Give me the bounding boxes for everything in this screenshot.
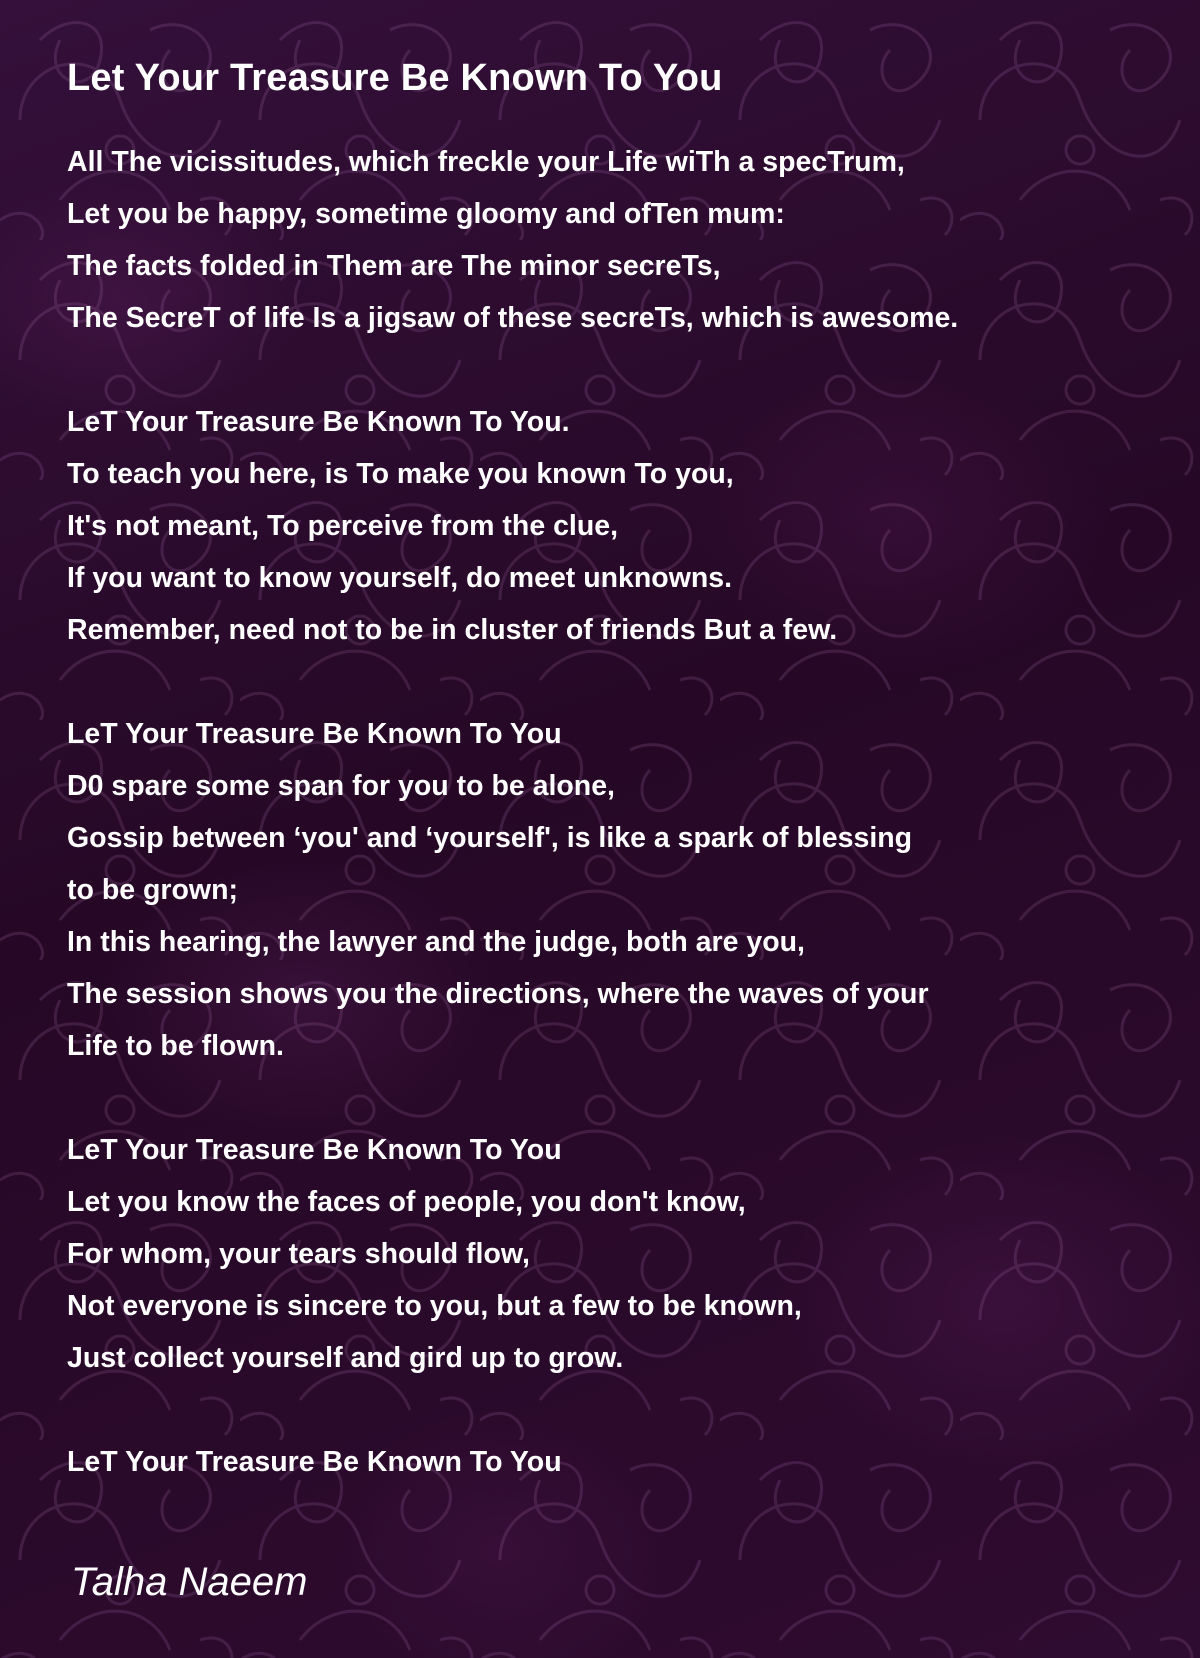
poem-line: In this hearing, the lawyer and the judge, both are you, xyxy=(67,926,805,958)
poem-line: If you want to know yourself, do meet unknowns. xyxy=(67,562,733,594)
poem-line: For whom, your tears should flow, xyxy=(67,1238,530,1270)
poem-line: Remember, need not to be in cluster of friends But a few. xyxy=(67,614,838,646)
poem-body xyxy=(67,136,1177,1488)
stanza-3 xyxy=(67,708,1177,1072)
poem-line: The session shows you the directions, where the waves of your xyxy=(67,978,929,1010)
poem-line: To teach you here, is To make you known To you, xyxy=(67,458,734,490)
poem-line: The facts folded in Them are The minor secreTs, xyxy=(67,250,721,282)
poem-title: Let Your Treasure Be Known To You xyxy=(67,57,723,99)
poem-line: LeT Your Treasure Be Known To You xyxy=(67,1446,562,1478)
poem-line: Gossip between ‘you' and ‘yourself', is like a spark of blessing xyxy=(67,822,913,854)
poem-line: LeT Your Treasure Be Known To You. xyxy=(67,406,570,438)
poem-content xyxy=(67,50,1177,1540)
poem-line: Just collect yourself and gird up to grow. xyxy=(67,1342,624,1374)
poem-line: Let you know the faces of people, you don't know, xyxy=(67,1186,746,1218)
poem-line: Not everyone is sincere to you, but a few to be known, xyxy=(67,1290,802,1322)
poem-line: LeT Your Treasure Be Known To You xyxy=(67,1134,562,1166)
poem-line: to be grown; xyxy=(67,874,238,906)
stanza-2 xyxy=(67,396,1177,656)
poem-line: Let you be happy, sometime gloomy and ofTen mum: xyxy=(67,198,785,230)
poem-line: D0 spare some span for you to be alone, xyxy=(67,770,615,802)
poem-line: The SecreT of life Is a jigsaw of these secreTs, which is awesome. xyxy=(67,302,959,334)
stanza-5 xyxy=(67,1436,1177,1488)
poem-line: LeT Your Treasure Be Known To You xyxy=(67,718,562,750)
stanza-4 xyxy=(67,1124,1177,1384)
stanza-1 xyxy=(67,136,1177,344)
poem-author: Talha Naeem xyxy=(71,1560,308,1604)
poem-line: Life to be flown. xyxy=(67,1030,284,1062)
poem-line: It's not meant, To perceive from the clue, xyxy=(67,510,619,542)
poem-line: All The vicissitudes, which freckle your Life wiTh a specTrum, xyxy=(67,146,905,178)
